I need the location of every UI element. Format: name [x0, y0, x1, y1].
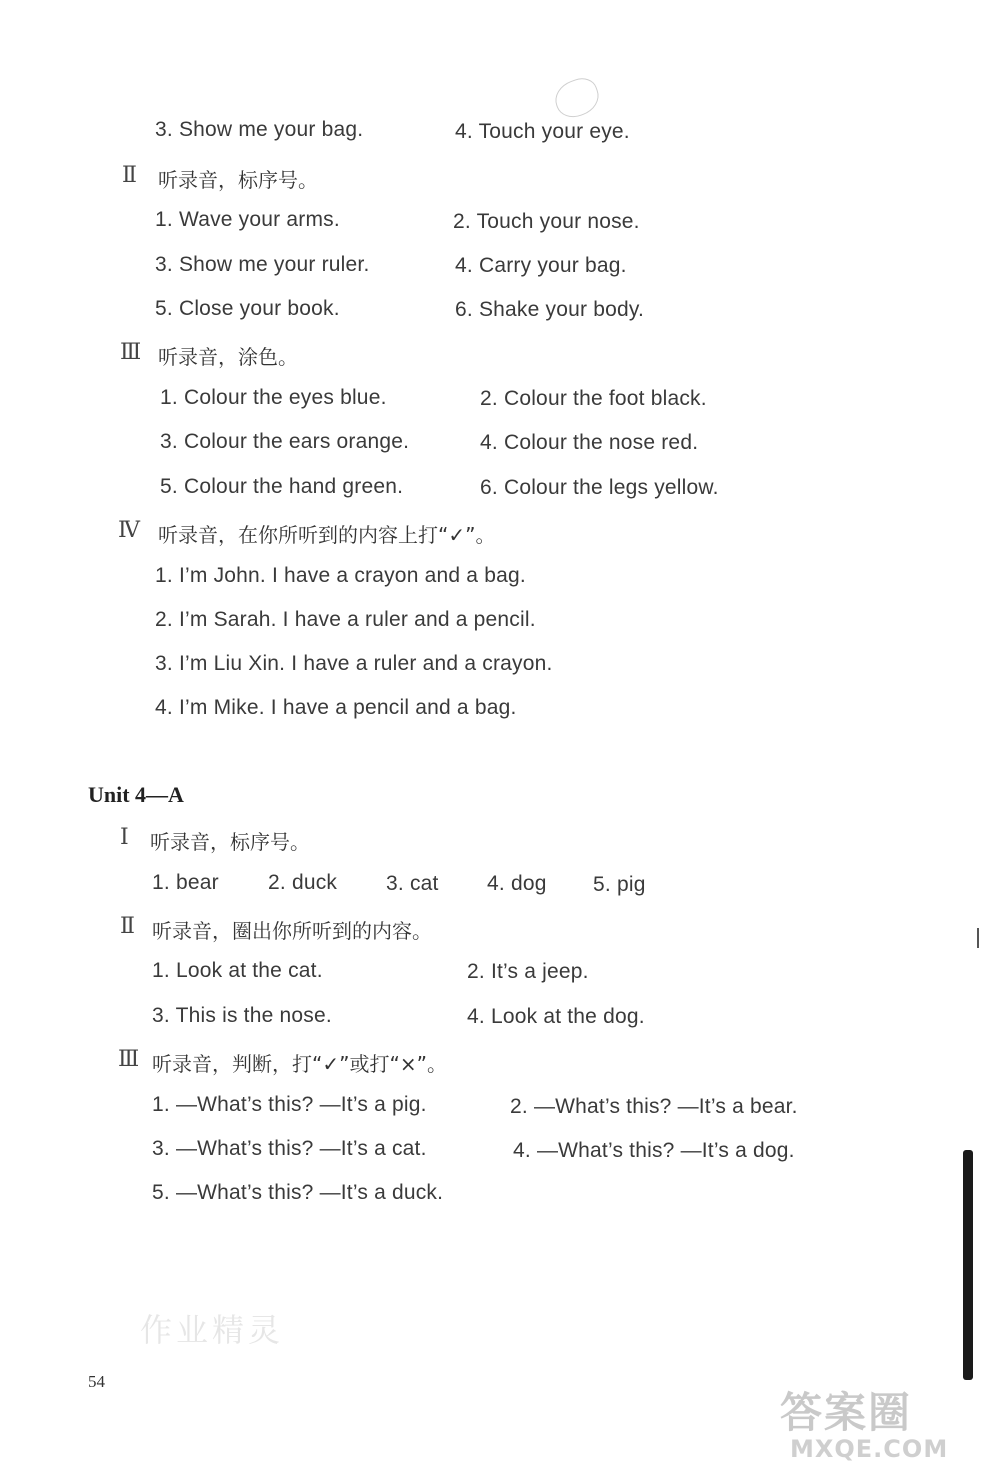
- list-item: 5. pig: [593, 873, 646, 896]
- list-item: 4. Touch your eye.: [455, 120, 630, 143]
- list-item: 1. bear: [152, 871, 219, 894]
- list-item: 1. I’m John. I have a crayon and a bag.: [155, 564, 526, 587]
- list-item: 3. Colour the ears orange.: [160, 430, 410, 453]
- watermark-text: 作业精灵: [140, 1311, 285, 1349]
- page-number: 54: [88, 1372, 105, 1391]
- list-item: 2. —What’s this? —It’s a bear.: [510, 1095, 798, 1118]
- unit-title: Unit 4—A: [88, 782, 184, 807]
- section-instruction: 听录音，在你所听到的内容上打“✓”。: [158, 523, 496, 547]
- section-numeral: Ⅳ: [118, 518, 140, 543]
- section-instruction: 听录音，标序号。: [158, 168, 318, 192]
- list-item: 2. duck: [268, 871, 338, 894]
- section-instruction: 听录音，标序号。: [150, 830, 310, 854]
- faint-stamp: [550, 74, 604, 123]
- section-instruction: 听录音，判断，打“✓”或打“×”。: [152, 1052, 447, 1076]
- list-item: 6. Shake your body.: [455, 298, 645, 321]
- list-item: 3. Show me your ruler.: [155, 253, 370, 276]
- list-item: 2. Colour the foot black.: [480, 387, 707, 410]
- binding-edge: [963, 1150, 973, 1380]
- list-item: 5. —What’s this? —It’s a duck.: [152, 1181, 444, 1204]
- list-item: 3. This is the nose.: [152, 1004, 332, 1027]
- list-item: 1. —What’s this? —It’s a pig.: [152, 1093, 427, 1116]
- list-item: 3. —What’s this? —It’s a cat.: [152, 1137, 427, 1160]
- list-item: 3. cat: [386, 872, 439, 895]
- list-item: 4. Colour the nose red.: [480, 431, 699, 454]
- list-item: 3. I’m Liu Xin. I have a ruler and a crayon.: [155, 652, 553, 675]
- list-item: 2. It’s a jeep.: [467, 960, 589, 983]
- margin-mark: [977, 928, 979, 948]
- list-item: 1. Look at the cat.: [152, 959, 323, 982]
- list-item: 4. Look at the dog.: [467, 1005, 645, 1028]
- list-item: 1. Wave your arms.: [155, 208, 340, 231]
- list-item: 4. dog: [487, 872, 547, 895]
- list-item: 5. Colour the hand green.: [160, 475, 404, 498]
- section-numeral: Ⅲ: [120, 340, 142, 365]
- list-item: 6. Colour the legs yellow.: [480, 476, 719, 499]
- list-item: 2. Touch your nose.: [453, 210, 640, 233]
- list-item: 3. Show me your bag.: [155, 118, 364, 141]
- list-item: 4. I’m Mike. I have a pencil and a bag.: [155, 696, 517, 719]
- section-numeral: Ⅱ: [120, 914, 135, 939]
- section-numeral: Ⅱ: [122, 163, 137, 188]
- list-item: 4. —What’s this? —It’s a dog.: [513, 1139, 795, 1162]
- list-item: 4. Carry your bag.: [455, 254, 627, 277]
- section-instruction: 听录音，圈出你所听到的内容。: [152, 919, 432, 943]
- list-item: 1. Colour the eyes blue.: [160, 386, 387, 409]
- watermark-logo: 答案圈: [780, 1388, 913, 1437]
- section-numeral: Ⅰ: [120, 825, 129, 850]
- list-item: 2. I’m Sarah. I have a ruler and a pencil.: [155, 608, 536, 631]
- watermark-url: MXQE.COM: [790, 1435, 949, 1463]
- section-instruction: 听录音，涂色。: [158, 345, 298, 369]
- list-item: 5. Close your book.: [155, 297, 340, 320]
- section-numeral: Ⅲ: [118, 1047, 140, 1072]
